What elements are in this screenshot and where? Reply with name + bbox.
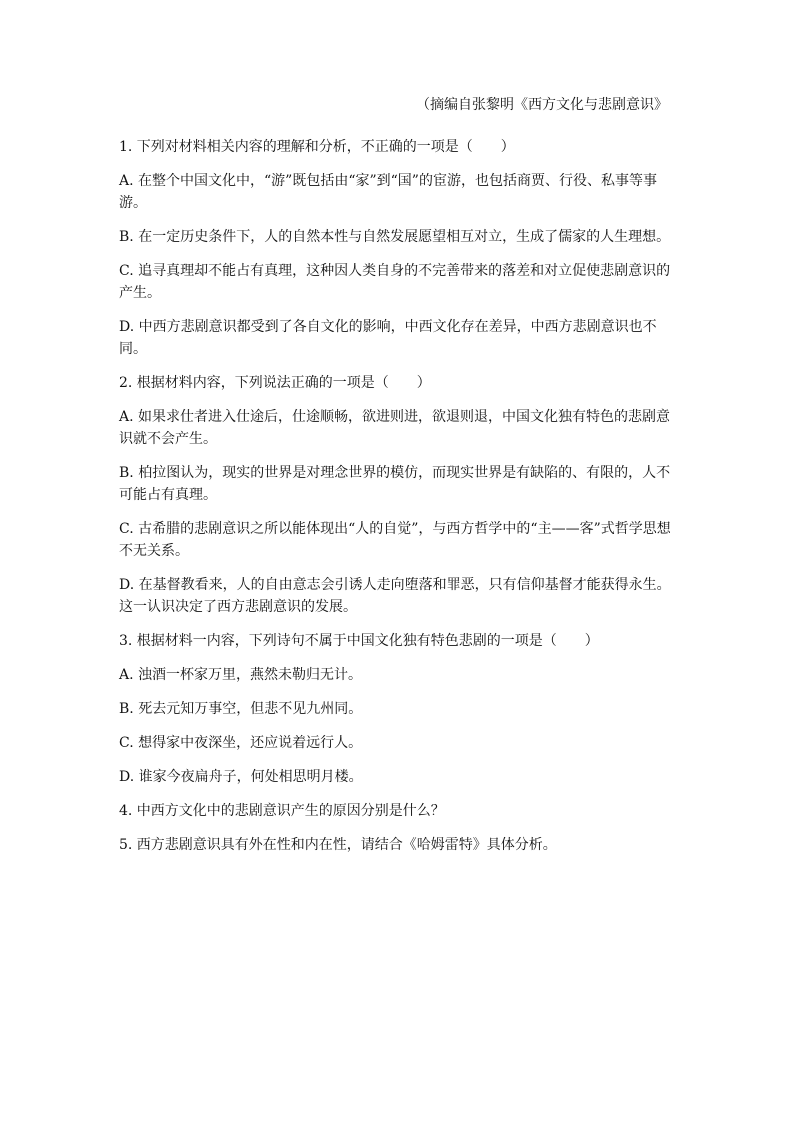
option-a: A. 在整个中国文化中，“游”既包括由“家”到“国”的宦游，也包括商贾、行役、私事等事游。 [119,173,657,211]
option-d: D. 中西方悲剧意识都受到了各自文化的影响，中西文化存在差异，中西方悲剧意识也不同。 [119,319,657,357]
question-1 [119,136,675,360]
option-b: B. 柏拉图认为，现实的世界是对理念世界的模仿，而现实世界是有缺陷的、有限的，人不可能占有真理。 [119,465,671,503]
question-5 [119,834,675,856]
option-c: C. 追寻真理却不能占有真理，这种因人类自身的不完善带来的落差和对立促使悲剧意识的产生。 [119,263,671,301]
question-stem: 5. 西方悲剧意识具有外在性和内在性，请结合《哈姆雷特》具体分析。 [119,837,557,853]
question-4 [119,800,675,822]
question-2 [119,372,675,618]
option-a: A. 浊酒一杯家万里，燕然未勒归无计。 [119,667,363,683]
option-b: B. 死去元知万事空，但悲不见九州同。 [119,701,363,717]
question-stem: 4. 中西方文化中的悲剧意识产生的原因分别是什么？ [119,803,445,819]
question-3 [119,630,675,788]
option-c: C. 古希腊的悲剧意识之所以能体现出“人的自觉”，与西方哲学中的“主——客”式哲学思想不无关系。 [119,521,671,559]
option-b: B. 在一定历史条件下，人的自然本性与自然发展愿望相互对立，生成了儒家的人生理想。 [119,229,671,245]
questions-section [119,136,675,868]
option-a: A. 如果求仕者进入仕途后，仕途顺畅，欲进则进，欲退则退，中国文化独有特色的悲剧意识就不会产生。 [119,409,671,447]
question-stem: 1. 下列对材料相关内容的理解和分析，不正确的一项是（ ） [119,139,515,155]
option-d: D. 谁家今夜扁舟子，何处相思明月楼。 [119,769,363,785]
option-c: C. 想得家中夜深坐，还应说着远行人。 [119,735,363,751]
question-stem: 3. 根据材料一内容，下列诗句不属于中国文化独有特色悲剧的一项是（ ） [119,633,599,649]
source-citation: （摘编自张黎明《西方文化与悲剧意识》 [416,97,668,113]
question-stem: 2. 根据材料内容，下列说法正确的一项是（ ） [119,375,431,391]
option-d: D. 在基督教看来，人的自由意志会引诱人走向堕落和罪恶，只有信仰基督才能获得永生。这一认识决定了西方悲剧意识的发展。 [119,577,671,615]
